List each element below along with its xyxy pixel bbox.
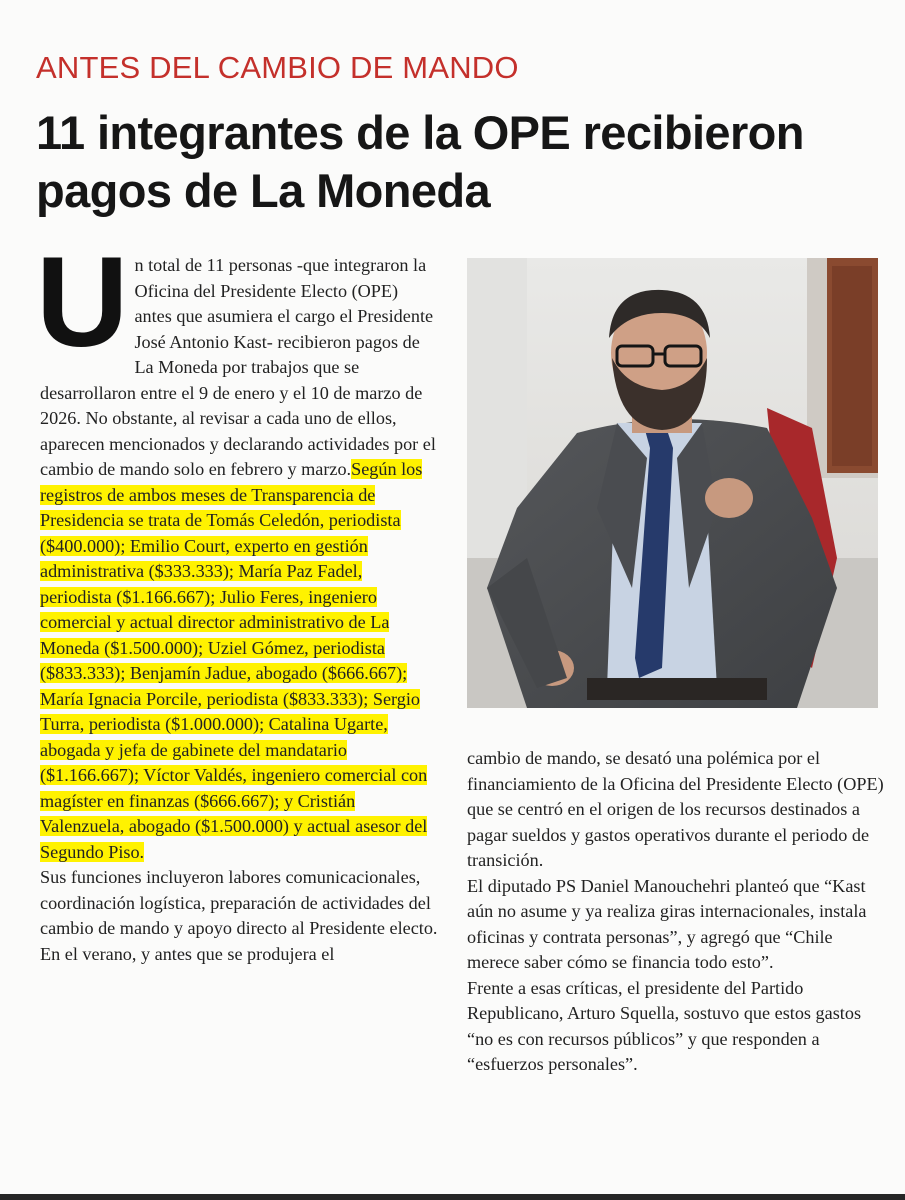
bottom-border (0, 1194, 905, 1200)
summer-paragraph: En el verano, y antes que se produjera el (40, 943, 335, 964)
deputy-quote-paragraph: El diputado PS Daniel Manouchehri planteó que “Kast aún no asume y ya realiza giras internacionales, instala oficinas y contrata personas”, y agregó que “Chile merece saber cómo se financia todo esto”. (467, 875, 867, 972)
portrait-photo (467, 258, 878, 708)
intro-paragraph (36, 231, 438, 865)
intro-text: n total de 11 personas -que integraron la Oficina del Presidente Electo (OPE) antes que asumiera el cargo el Presidente José Antonio Kast- recibieron pagos de La Moneda por trabajos que se desarrollaron entre el 9 de enero y el 10 de marzo de 2026. No obstante, al revisar a cada uno de ellos, aparecen mencionados y declarando actividades por el cambio de mando solo en febrero y marzo. (40, 255, 436, 479)
section-kicker: ANTES DEL CAMBIO DE MANDO (36, 50, 519, 85)
controversy-paragraph: cambio de mando, se desató una polémica por el financiamiento de la Oficina del Presidente Electo (OPE) que se centró en el origen de los recursos destinados a pagar sueldos y gastos operativos durante el periodo de transición. (467, 748, 884, 870)
right-column (467, 746, 885, 1078)
response-paragraph: Frente a esas críticas, el presidente del Partido Republicano, Arturo Squella, sostuvo que estos gastos “no es con recursos públicos” y que responden a “esfuerzos personales”. (467, 977, 862, 1074)
drop-cap: U (36, 231, 129, 374)
functions-paragraph: Sus funciones incluyeron labores comunicacionales, coordinación logística, preparación de actividades del cambio de mando y apoyo directo al Presidente electo. (40, 867, 438, 938)
highlighted-text: Según los registros de ambos meses de Transparencia de Presidencia se trata de Tomás Celedón, periodista ($400.000); Emilio Court, experto en gestión administrativa ($333.333); María Paz Fadel, periodista ($1.166.667); Julio Feres, ingeniero comercial y actual director administrativo de La Moneda ($1.500.000); Uziel Gómez, periodista ($833.333); Benjamín Jadue, abogado ($666.667); María Ignacia Porcile, periodista ($833.333); Sergio Turra, periodista ($1.000.000); Catalina Ugarte, abogada y jefa de gabinete del mandatario ($1.166.667); Víctor Valdés, ingeniero comercial con magíster en finanzas ($666.667); y Cristián Valenzuela, abogado ($1.500.000) y actual asesor del Segundo Piso. (40, 459, 428, 862)
left-column (36, 231, 438, 967)
headline: 11 integrantes de la OPE recibieron pagos de La Moneda (36, 106, 804, 217)
